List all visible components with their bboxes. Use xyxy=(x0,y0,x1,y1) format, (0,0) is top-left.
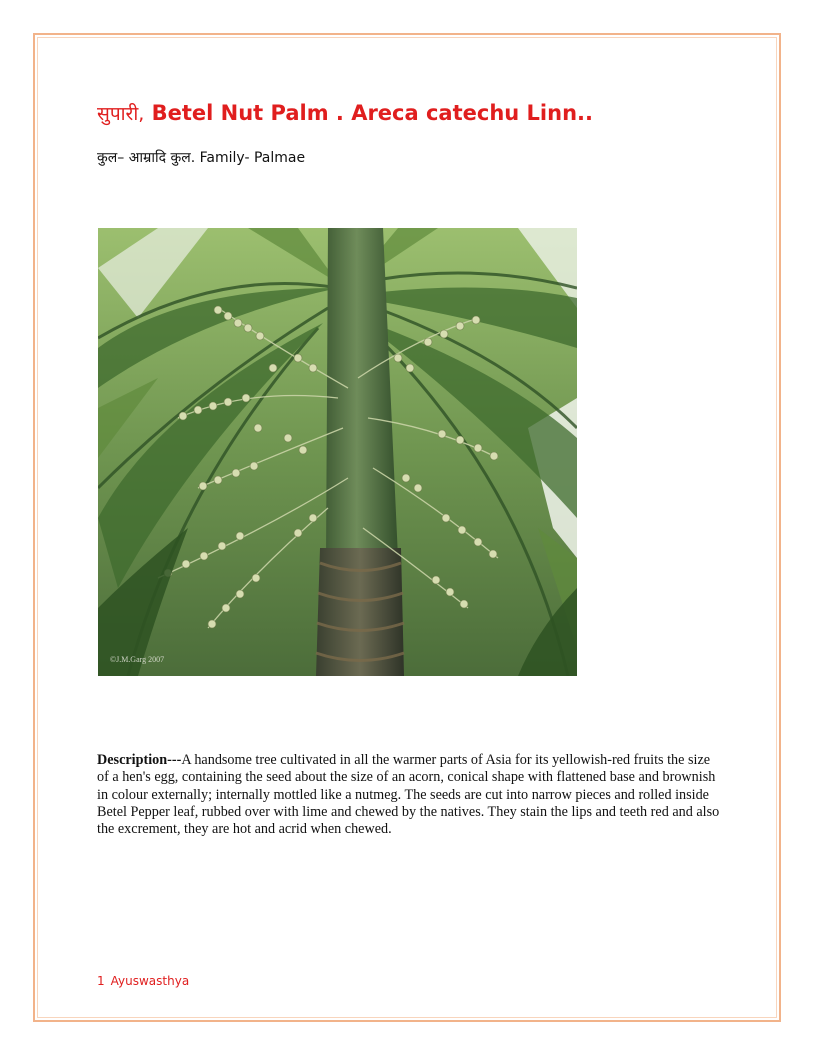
description-body: A handsome tree cultivated in all the warmer parts of Asia for its yellowish-red fruits the size of a hen's egg, containing the seed about the size of an acorn, conical shape with flattened base and brownish in colour externally; internally mottled like a nutmeg. The seeds are cut into narrow pieces and rolled inside Betel Pepper leaf, rubbed over with lime and chewed by the natives. They stain the lips and teeth red and also the excrement, they are hot and acrid when chewed. xyxy=(97,752,720,838)
title-english: Betel Nut Palm . Areca catechu Linn.. xyxy=(144,101,593,125)
footer-site: Ayuswasthya xyxy=(110,974,190,988)
page-footer xyxy=(97,974,189,988)
page-title xyxy=(97,97,593,130)
photo-credit: ©J.M.Garg 2007 xyxy=(110,655,165,664)
betel-palm-illustration xyxy=(98,228,577,676)
description-paragraph xyxy=(97,752,722,838)
description-lead: Description--- xyxy=(97,752,182,768)
page-number: 1 xyxy=(97,974,105,988)
title-hindi: सुपारी, xyxy=(97,103,145,125)
betel-palm-photo xyxy=(98,228,577,676)
family-line: कुल– आम्रादि कुल. Family- Palmae xyxy=(97,150,306,166)
